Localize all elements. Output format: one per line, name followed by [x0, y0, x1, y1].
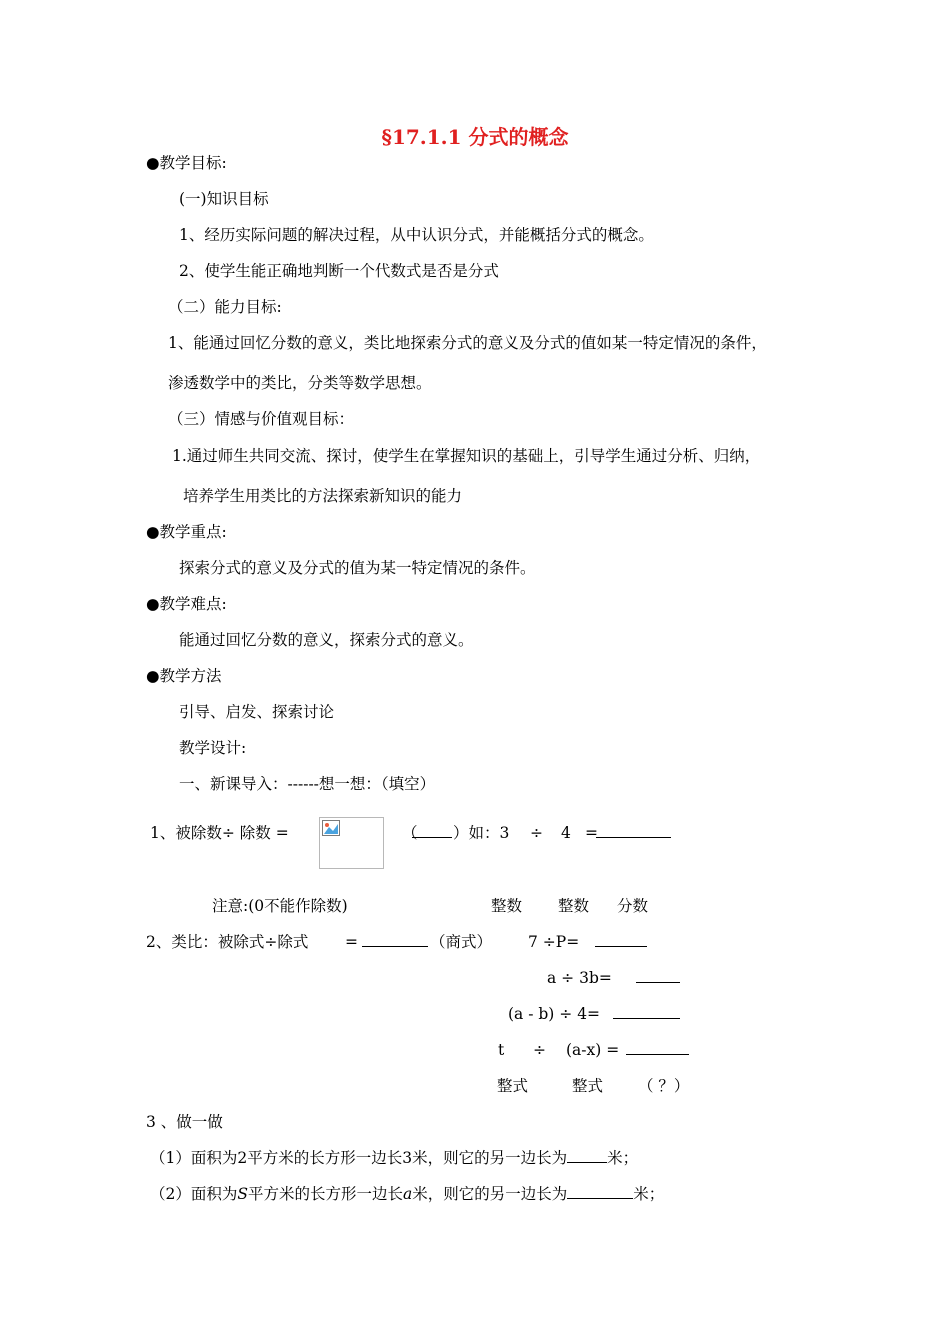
q1-word-2: 整数	[558, 897, 590, 915]
q3-item-1-blank[interactable]	[567, 1148, 607, 1163]
q3-item-2-unit: 米；	[633, 1185, 665, 1203]
q2-word-1: 整式	[497, 1077, 529, 1095]
q2-example-3: (a - b) ÷ 4=	[508, 1005, 601, 1023]
q2-label: 2、类比：被除式÷除式	[146, 933, 309, 951]
q1-blank-2[interactable]	[596, 823, 671, 838]
emotion-item-1b: 培养学生用类比的方法探索新知识的能力	[183, 487, 463, 505]
q1-label: 1、被除数÷ 除数 =	[150, 824, 289, 842]
q2-blank-4[interactable]	[626, 1040, 689, 1055]
q1-four: 4	[561, 824, 571, 842]
q2-example-4-div: ÷	[533, 1041, 546, 1059]
q1-eq: =	[585, 824, 598, 842]
design-heading: 教学设计:	[179, 739, 247, 757]
q3-heading: 3 、做一做	[146, 1113, 223, 1131]
image-icon	[322, 820, 340, 836]
q2-example-1: 7 ÷P=	[528, 933, 580, 951]
knowledge-item-1: 1、经历实际问题的解决过程，从中认识分式，并能概括分式的概念。	[179, 226, 654, 244]
q1-note: 注意:(0不能作除数)	[212, 897, 348, 915]
difficult-heading: ●教学难点:	[146, 595, 227, 613]
ability-item-1a: 1、能通过回忆分数的意义，类比地探索分式的意义及分式的值如某一特定情况的条件，	[168, 334, 767, 352]
objectives-heading: ●教学目标:	[146, 154, 227, 172]
ability-heading: （二）能力目标:	[168, 298, 282, 316]
difficult-text: 能通过回忆分数的意义，探索分式的意义。	[179, 631, 474, 649]
q3-item-1-unit: 米；	[607, 1149, 639, 1167]
q2-blank-main[interactable]	[362, 932, 428, 947]
q2-example-4-t: t	[498, 1041, 505, 1059]
q1-paren-open: （	[402, 824, 418, 842]
q2-example-2: a ÷ 3b=	[547, 969, 612, 987]
q2-blank-3[interactable]	[613, 1004, 680, 1019]
q3-item-2-text-b: 平方米的长方形一边长	[248, 1185, 404, 1203]
q1-blank-1[interactable]	[412, 823, 452, 838]
q3-item-2-blank[interactable]	[567, 1184, 633, 1199]
emotion-heading: （三）情感与价值观目标：	[168, 410, 355, 428]
q2-word-2: 整式	[572, 1077, 604, 1095]
q1-word-1: 整数	[491, 897, 523, 915]
q3-item-2-text-c: 米，则它的另一边长为	[412, 1185, 568, 1203]
ability-item-1b: 渗透数学中的类比，分类等数学思想。	[168, 374, 432, 392]
method-text: 引导、启发、探索讨论	[179, 703, 335, 721]
knowledge-item-2: 2、使学生能正确地判断一个代数式是否是分式	[179, 262, 499, 280]
q2-blank-2[interactable]	[636, 968, 680, 983]
q3-item-2-text-a: （2）面积为	[150, 1185, 238, 1203]
page-title: §17.1.1 分式的概念	[381, 125, 569, 149]
q2-shang: （商式）	[430, 933, 493, 951]
method-heading: ●教学方法	[146, 667, 222, 685]
emotion-item-1a: 1.通过师生共同交流、探讨，使学生在掌握知识的基础上，引导学生通过分析、归纳，	[172, 447, 761, 465]
q3-item-1-text: （1）面积为2平方米的长方形一边长3米，则它的另一边长为	[150, 1149, 568, 1167]
q1-div-sign: ÷	[530, 824, 543, 842]
q3-item-2-var-s: S	[237, 1185, 248, 1203]
intro-line: 一、新课导入：------想一想：（填空）	[179, 775, 436, 793]
key-heading: ●教学重点:	[146, 523, 227, 541]
knowledge-heading: (一)知识目标	[179, 190, 269, 208]
q3-item-2-var-a: a	[403, 1185, 413, 1203]
q2-eq: =	[345, 933, 358, 951]
q2-blank-1[interactable]	[595, 932, 647, 947]
broken-image-placeholder	[319, 817, 384, 869]
key-text: 探索分式的意义及分式的值为某一特定情况的条件。	[179, 559, 536, 577]
q2-word-3: （ ？）	[638, 1077, 690, 1095]
q1-paren-close: ）如：3	[453, 824, 510, 842]
q2-example-4-rest: (a-x) =	[566, 1041, 620, 1059]
q1-word-3: 分数	[617, 897, 649, 915]
